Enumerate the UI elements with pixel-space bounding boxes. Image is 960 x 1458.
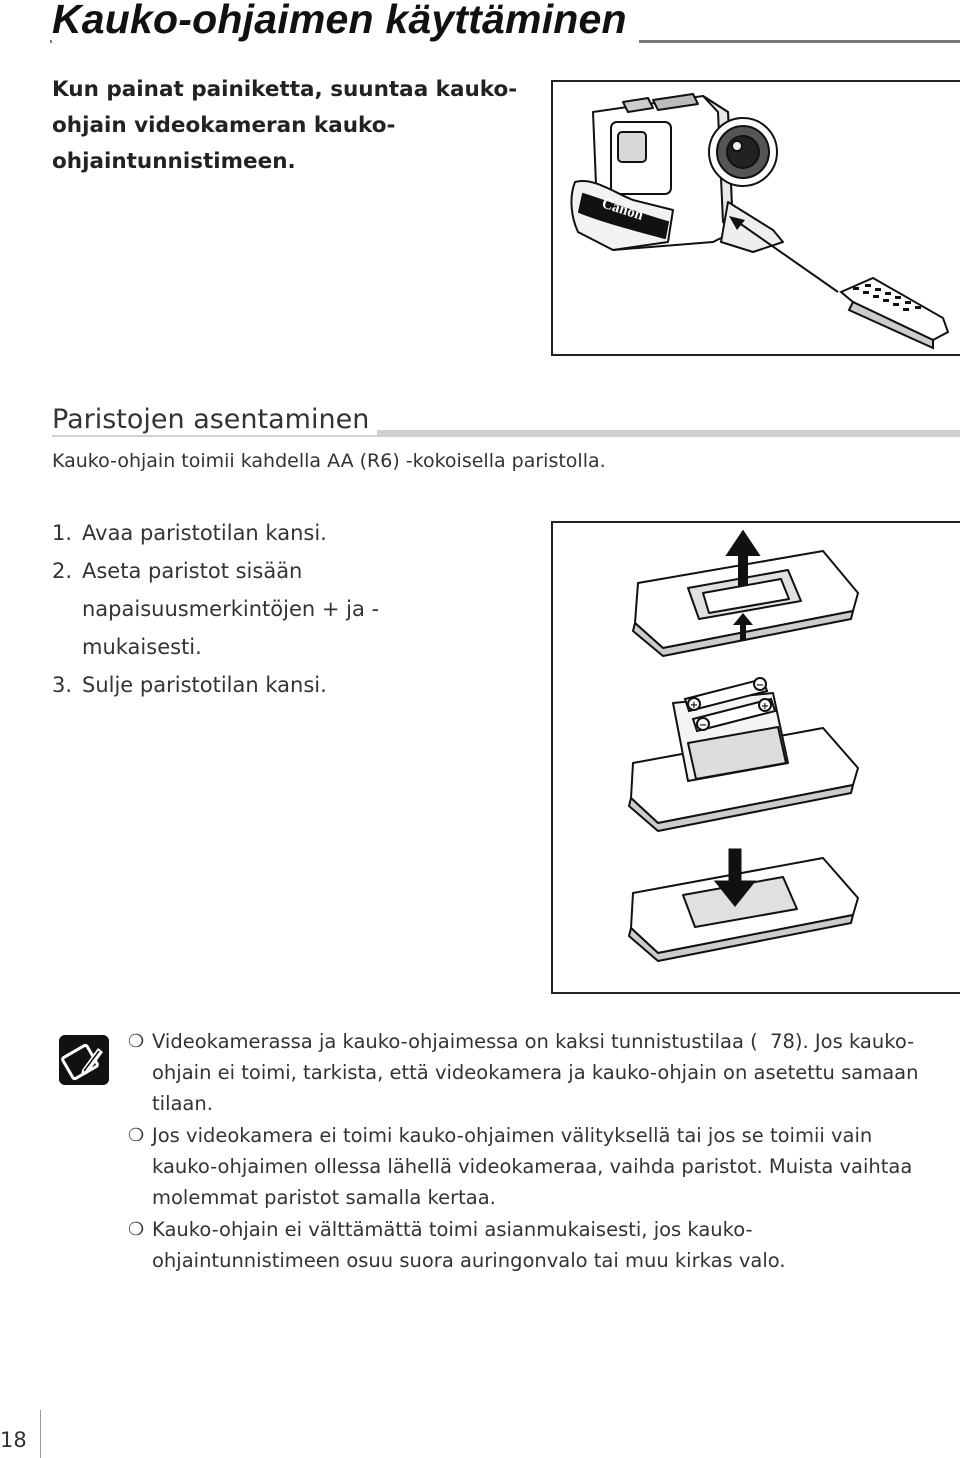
bullet-icon: ❍ bbox=[128, 1125, 145, 1146]
note-text: Videokamerassa ja kauko-ohjaimessa on kaksi tunnistustilaa ( 78). Jos kauko-ohjain ei toimi, tarkista, että videokamera ja kauko-ohjain on asetettu samaan tilaan. bbox=[152, 1030, 919, 1115]
note-pencil-icon bbox=[58, 1034, 110, 1086]
step-number: 1. bbox=[52, 521, 73, 545]
step-text: Aseta paristot sisään napaisuusmerkintöjen + ja - mukaisesti. bbox=[82, 559, 380, 659]
battery-installation-illustration bbox=[553, 523, 960, 992]
step-item bbox=[52, 514, 452, 552]
camera-figure bbox=[551, 80, 960, 356]
step-list bbox=[52, 514, 452, 704]
camcorder-and-remote-illustration bbox=[553, 82, 960, 354]
page-title: Kauko-ohjaimen käyttäminen bbox=[52, 0, 639, 43]
bullet-icon: ❍ bbox=[128, 1219, 145, 1240]
step-number: 3. bbox=[52, 673, 73, 697]
step-text: Avaa paristotilan kansi. bbox=[82, 521, 327, 545]
bullet-icon: ❍ bbox=[128, 1031, 145, 1052]
svg-text:−: − bbox=[755, 680, 765, 691]
svg-text:−: − bbox=[698, 720, 708, 731]
page-number: 18 bbox=[0, 1428, 27, 1452]
title-band bbox=[0, 0, 960, 50]
section-header bbox=[52, 400, 960, 440]
step-item bbox=[52, 666, 452, 704]
note-icon-svg bbox=[58, 1034, 110, 1086]
note-text: Jos videokamera ei toimi kauko-ohjaimen välityksellä tai jos se toimii vain kauko-ohjaimen ollessa lähellä videokameraa, vaihda paristot. Muista vaihtaa molemmat paristot samalla kertaa. bbox=[152, 1124, 913, 1209]
note-item bbox=[128, 1120, 928, 1213]
notes-list bbox=[128, 1026, 928, 1277]
note-item bbox=[128, 1026, 928, 1119]
step-number: 2. bbox=[52, 559, 73, 583]
note-text: Kauko-ohjain ei välttämättä toimi asianmukaisesti, jos kauko-ohjaintunnistimeen osuu suora auringonvalo tai muu kirkas valo. bbox=[152, 1218, 786, 1272]
battery-figure bbox=[551, 521, 960, 994]
canon-brand-label: Canon bbox=[599, 195, 646, 224]
step-item bbox=[52, 552, 452, 666]
note-item bbox=[128, 1214, 928, 1276]
section-title: Paristojen asentaminen bbox=[52, 404, 377, 435]
svg-text:+: + bbox=[760, 701, 770, 712]
page-margin-rule bbox=[40, 1410, 41, 1458]
section-subtitle: Kauko-ohjain toimii kahdella AA (R6) -kokoisella paristolla. bbox=[52, 450, 606, 472]
step-text: Sulje paristotilan kansi. bbox=[82, 673, 327, 697]
svg-text:+: + bbox=[689, 700, 699, 711]
intro-text: Kun painat painiketta, suuntaa kauko-ohjain videokameran kauko-ohjaintunnistimeen. bbox=[52, 77, 518, 174]
